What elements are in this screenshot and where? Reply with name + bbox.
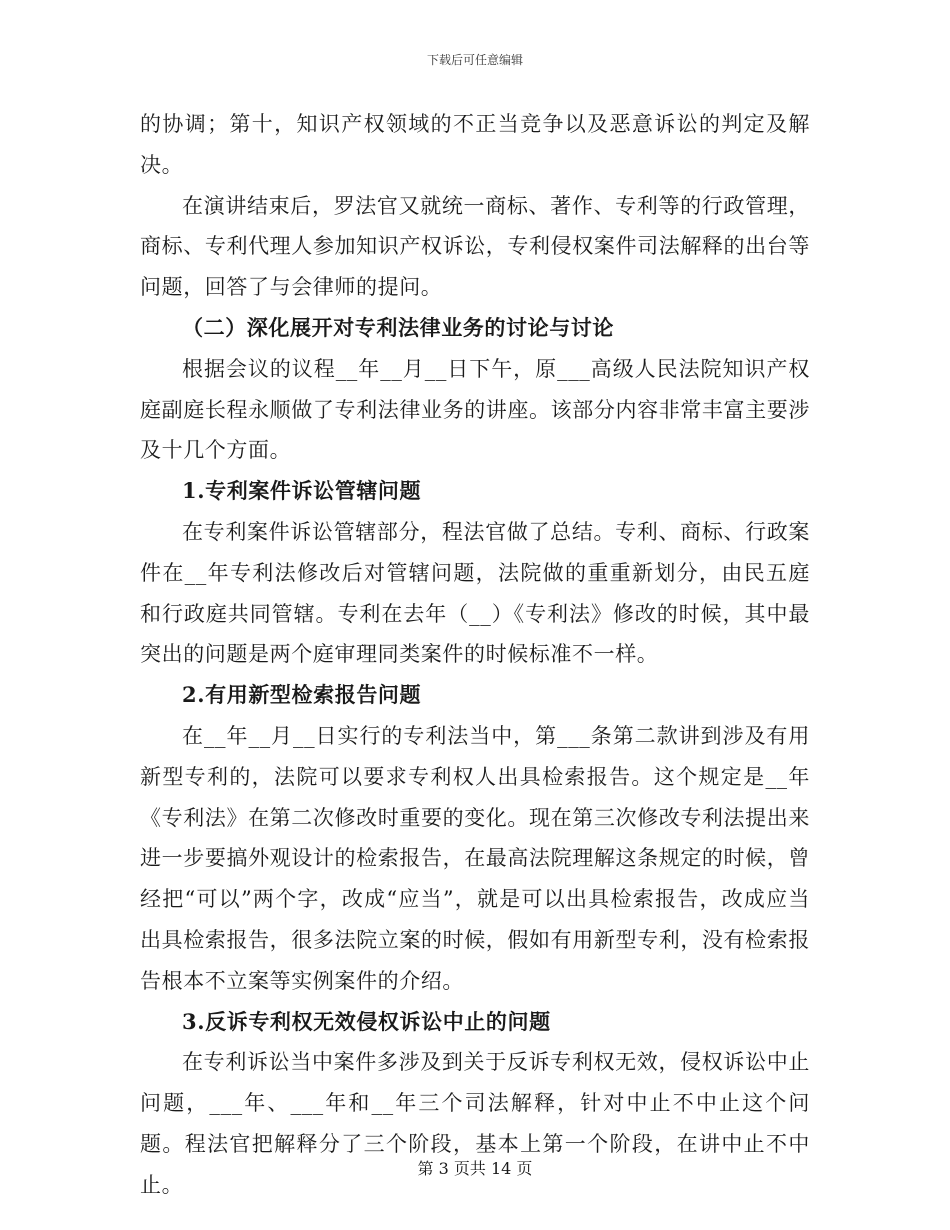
paragraph-counterclaim: 在专利诉讼当中案件多涉及到关于反诉专利权无效，侵权诉讼中止问题，___年、___年和__年三个司法解释，针对中止不中止这个问题。程法官把解释分了三个阶段，基本上第一个阶段，在讲中止不中止。 xyxy=(140,1050,810,1197)
page-footer: 第 3 页共 14 页 xyxy=(417,1159,533,1178)
paragraph-continued: 的协调；第十，知识产权领域的不正当竞争以及恶意诉讼的判定及解决。 xyxy=(140,112,810,177)
subheading-search-report: 2.有用新型检索报告问题 xyxy=(182,682,422,708)
paragraph-qa: 在演讲结束后，罗法官又就统一商标、著作、专利等的行政管理，商标、专利代理人参加知识产权诉讼，专利侵权案件司法解释的出台等问题，回答了与会律师的提问。 xyxy=(140,193,810,300)
subheading-counterclaim: 3.反诉专利权无效侵权诉讼中止的问题 xyxy=(182,1008,551,1034)
section-heading-2: （二）深化展开对专利法律业务的讨论与讨论 xyxy=(182,314,614,340)
subheading-jurisdiction: 1.专利案件诉讼管辖问题 xyxy=(182,478,422,504)
page-header: 下载后可任意编辑 xyxy=(426,53,523,67)
document-body xyxy=(140,104,810,1206)
paragraph-lecture-intro: 根据会议的议程__年__月__日下午，原___高级人民法院知识产权庭副庭长程永顺做了专利法律业务的讲座。该部分内容非常丰富主要涉及十几个方面。 xyxy=(140,356,810,463)
paragraph-search-report: 在__年__月__日实行的专利法当中，第___条第二款讲到涉及有用新型专利的，法院可以要求专利权人出具检索报告。这个规定是__年《专利法》在第二次修改时重要的变化。现在第三次修改专利法提出来进一步要搞外观设计的检索报告，在最高法院理解这条规定的时候，曾经把“可以”两个字，改成“应当”，就是可以出具检索报告，改成应当出具检索报告，很多法院立案的时候，假如有用新型专利，没有检索报告根本不立案等实例案件的介绍。 xyxy=(140,723,810,993)
paragraph-jurisdiction: 在专利案件诉讼管辖部分，程法官做了总结。专利、商标、行政案件在__年专利法修改后对管辖问题，法院做的重重新划分，由民五庭和行政庭共同管辖。专利在去年（__）《专利法》修改的时候，其中最突出的问题是两个庭审理同类案件的时候标准不一样。 xyxy=(140,519,810,667)
